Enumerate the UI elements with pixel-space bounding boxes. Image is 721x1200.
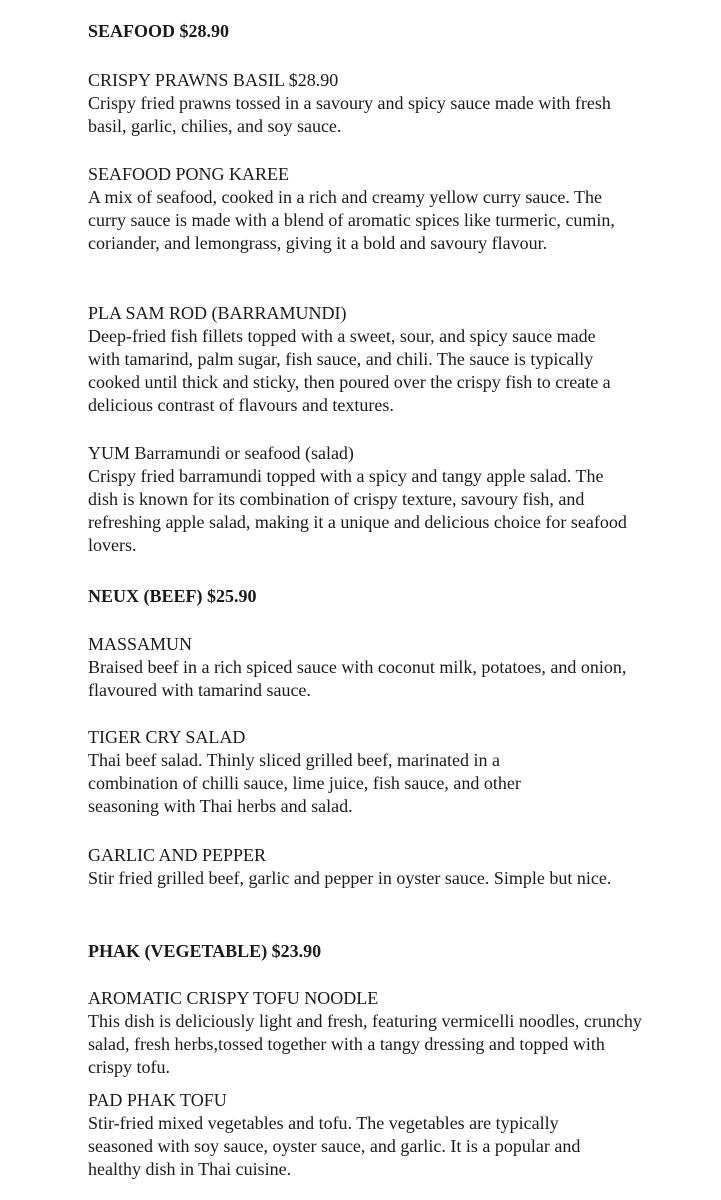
item-description: A mix of seafood, cooked in a rich and creamy yellow curry sauce. The curry sauce is made with a blend of aromatic spices like turmeric, cumin, coriander, and lemongrass, giving it a bold and savoury flavour. <box>88 187 615 253</box>
section-heading: SEAFOOD $28.90 <box>88 21 230 41</box>
menu-item <box>88 163 688 255</box>
item-title: YUM Barramundi or seafood (salad) <box>88 443 354 463</box>
menu-item <box>88 987 688 1079</box>
item-title: AROMATIC CRISPY TOFU NOODLE <box>88 988 379 1008</box>
section-heading: PHAK (VEGETABLE) $23.90 <box>88 941 322 961</box>
item-description: Stir-fried mixed vegetables and tofu. The vegetables are typically seasoned with soy sauce, oyster sauce, and garlic. It is a popular and healthy dish in Thai cuisine. <box>88 1113 581 1179</box>
item-description: Stir fried grilled beef, garlic and pepper in oyster sauce. Simple but nice. <box>88 868 612 888</box>
menu-item <box>88 302 688 417</box>
item-description: Braised beef in a rich spiced sauce with coconut milk, potatoes, and onion, flavoured with tamarind sauce. <box>88 657 627 700</box>
item-description: Deep-fried fish fillets topped with a sweet, sour, and spicy sauce made with tamarind, palm sugar, fish sauce, and chili. The sauce is typically cooked until thick and sticky, then poured over the crispy fish to create a delicious contrast of flavours and textures. <box>88 326 611 415</box>
menu-item <box>88 1089 688 1181</box>
section-seafood <box>88 19 688 43</box>
item-description: This dish is deliciously light and fresh, featuring vermicelli noodles, crunchy salad, fresh herbs,tossed together with a tangy dressing and topped with crispy tofu. <box>88 1011 642 1077</box>
menu-item <box>88 844 688 890</box>
menu-item <box>88 69 688 138</box>
section-vegetable <box>88 939 688 963</box>
item-description: Crispy fried barramundi topped with a spicy and tangy apple salad. The dish is known for its combination of crispy texture, savoury fish, and refreshing apple salad, making it a unique and delicious choice for seafood lovers. <box>88 466 627 555</box>
section-heading: NEUX (BEEF) $25.90 <box>88 586 257 606</box>
menu-item <box>88 726 688 818</box>
item-title: TIGER CRY SALAD <box>88 727 246 747</box>
item-title: GARLIC AND PEPPER <box>88 845 267 865</box>
menu-item <box>88 442 688 557</box>
item-title: PAD PHAK TOFU <box>88 1090 227 1110</box>
item-title: PLA SAM ROD (BARRAMUNDI) <box>88 303 347 323</box>
item-title: CRISPY PRAWNS BASIL $28.90 <box>88 70 339 90</box>
item-description: Thai beef salad. Thinly sliced grilled beef, marinated in a combination of chilli sauce, lime juice, fish sauce, and other seasoning with Thai herbs and salad. <box>88 750 521 816</box>
section-beef <box>88 584 688 608</box>
item-title: MASSAMUN <box>88 634 193 654</box>
menu-item <box>88 633 688 702</box>
item-title: SEAFOOD PONG KAREE <box>88 164 290 184</box>
item-description: Crispy fried prawns tossed in a savoury and spicy sauce made with fresh basil, garlic, chilies, and soy sauce. <box>88 93 611 136</box>
